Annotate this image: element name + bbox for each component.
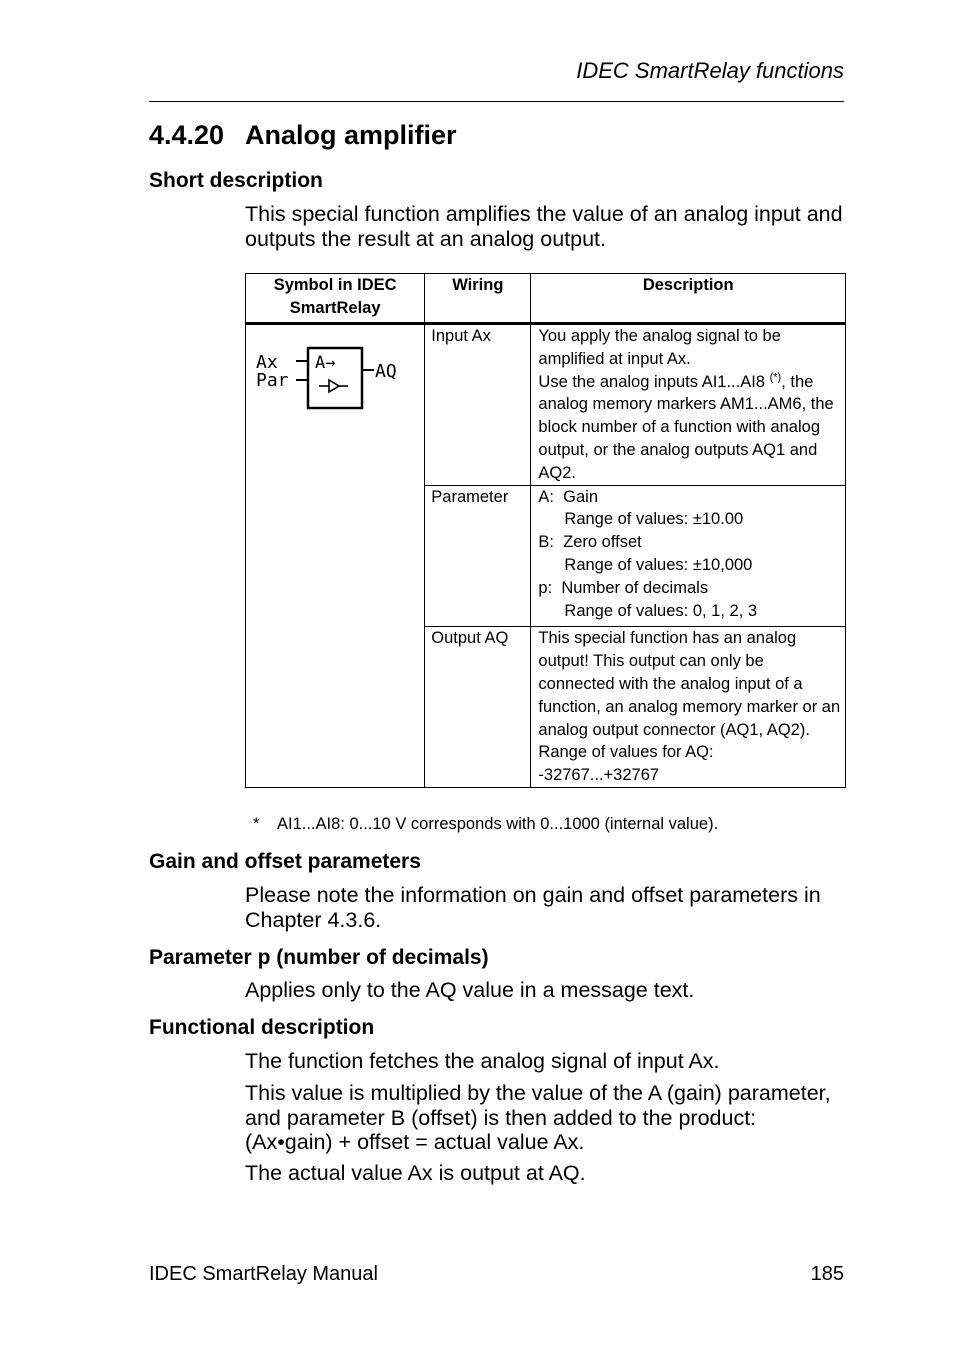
symbol-output-label: AQ [375,361,397,382]
page-number: 185 [810,1263,844,1285]
short-description-text: This special function amplifies the value of an analog input and outputs the result at an analog output. [245,202,843,251]
short-description-heading: Short description [149,169,323,192]
desc-parameter: A: Gain Range of values: ±10.00 B: Zero offset Range of values: ±10,000 p: Number of decimals Range of values: 0, 1, 2, 3 [531,485,846,627]
running-header: IDEC SmartRelay functions [576,58,844,83]
table-header-wiring: Wiring [425,274,531,324]
symbol-block-label: A→ [315,353,336,373]
table-header-description: Description [531,274,846,324]
function-table [245,273,846,788]
analog-amplifier-symbol [246,328,416,418]
param-p-heading: Parameter p (number of decimals) [149,946,489,969]
amplifier-triangle-icon [319,380,348,392]
desc-output-aq: This special function has an analog output! This output can only be connected with the analog input of a function, an analog memory marker or an analog output connector (AQ1, AQ2). Range of values for AQ: -32767...+32767 [531,627,846,788]
table-footnote: * AI1...AI8: 0...10 V corresponds with 0...1000 (internal value). [253,815,719,833]
symbol-input-par-label: Par [256,370,289,391]
section-title-text: Analog amplifier [245,120,457,150]
table-row [246,324,846,486]
gain-offset-heading: Gain and offset parameters [149,850,421,873]
functional-p2: This value is multiplied by the value of the A (gain) parameter, and parameter B (offset) is then added to the product: (Ax•gain) + offset = actual value Ax. [245,1081,831,1154]
wiring-output-aq: Output AQ [425,627,531,788]
header-divider [149,101,844,102]
section-title [149,120,457,151]
symbol-cell [246,324,425,788]
gain-offset-text: Please note the information on gain and offset parameters in Chapter 4.3.6. [245,883,821,932]
wiring-parameter: Parameter [425,485,531,627]
table-header-symbol: Symbol in IDEC SmartRelay [246,274,425,324]
functional-heading: Functional description [149,1016,375,1039]
table-header-row [246,274,846,324]
functional-p3: The actual value Ax is output at AQ. [245,1161,586,1185]
footer-manual-title: IDEC SmartRelay Manual [149,1263,378,1285]
symbol-input-ax-label: Ax [256,352,278,373]
wiring-input-ax: Input Ax [425,324,531,486]
desc-input-ax: You apply the analog signal to be amplified at input Ax. Use the analog inputs AI1...AI8 (*), the analog memory markers AM1...AM6, the block number of a function with analog output, or the analog outputs AQ1 and AQ2. [531,324,846,486]
functional-p1: The function fetches the analog signal of input Ax. [245,1049,720,1073]
section-number: 4.4.20 [149,120,225,150]
param-p-text: Applies only to the AQ value in a message text. [245,978,695,1002]
